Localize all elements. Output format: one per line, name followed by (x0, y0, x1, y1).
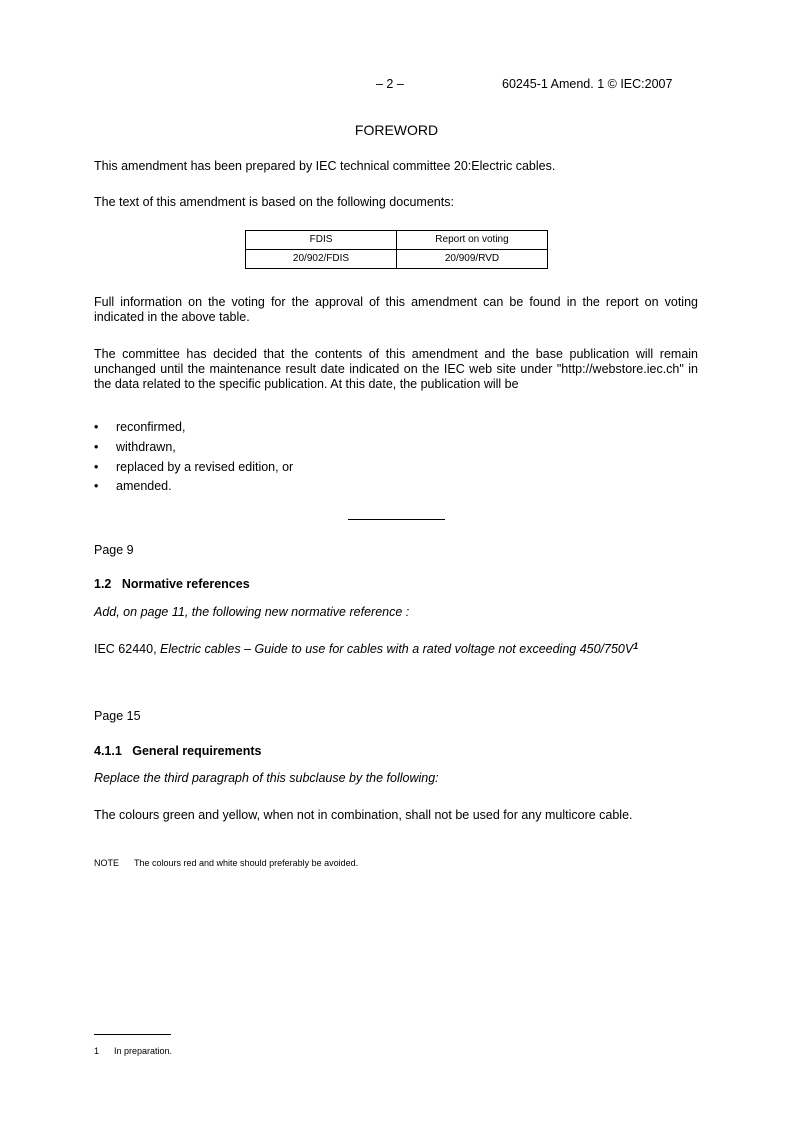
table-header-fdis: FDIS (246, 231, 397, 250)
section-heading-1-2 (94, 577, 250, 592)
bullet-icon: • (94, 460, 99, 474)
bullet-icon: • (94, 420, 99, 434)
footnote (94, 1046, 172, 1057)
based-on-paragraph: The text of this amendment is based on the following documents: (94, 195, 454, 209)
list-item-text: replaced by a revised edition, or (116, 460, 294, 474)
footnote-reference[interactable]: 1 (633, 641, 639, 651)
reference-number: IEC 62440, (94, 642, 161, 656)
replace-instruction: Replace the third paragraph of this subclause by the following: (94, 771, 439, 785)
normative-reference-entry (94, 642, 698, 657)
page-number: – 2 – (376, 77, 404, 91)
page-title: FOREWORD (354, 122, 439, 138)
list-item-text: withdrawn, (116, 440, 176, 454)
section-title: General requirements (132, 744, 262, 758)
voting-documents-table (245, 230, 548, 269)
document-reference: 60245-1 Amend. 1 © IEC:2007 (502, 77, 673, 91)
footnote-separator (94, 1034, 171, 1035)
list-item-text: amended. (116, 479, 172, 493)
page-9-label: Page 9 (94, 543, 134, 557)
section-divider (348, 519, 445, 520)
table-header-report-on-voting: Report on voting (397, 231, 548, 250)
section-number: 1.2 (94, 577, 112, 591)
note-label: NOTE (94, 858, 120, 868)
intro-paragraph: This amendment has been prepared by IEC technical committee 20:Electric cables. (94, 159, 556, 173)
full-information-paragraph: Full information on the voting for the approval of this amendment can be found in the report on voting indicated in the above table. (94, 295, 698, 324)
section-title: Normative references (121, 577, 250, 591)
table-cell-fdis: 20/902/FDIS (246, 250, 397, 269)
committee-paragraph: The committee has decided that the contents of this amendment and the base publication will remain unchanged until the maintenance result date indicated on the IEC web site under "http://webstore.iec.ch" in the data related to the specific publication. At this date, the publication will be (94, 347, 698, 391)
colours-paragraph: The colours green and yellow, when not in combination, shall not be used for any multicore cable. (94, 808, 633, 822)
bullet-icon: • (94, 479, 99, 493)
page-15-label: Page 15 (94, 709, 141, 723)
table-header-row (246, 231, 548, 250)
footnote-number: 1 (94, 1046, 100, 1056)
section-heading-4-1-1 (94, 744, 261, 759)
reference-title: Electric cables – Guide to use for cables with a rated voltage not exceeding 450/750V (160, 642, 634, 656)
add-reference-instruction: Add, on page 11, the following new normative reference : (94, 605, 410, 619)
footnote-text: In preparation. (114, 1046, 173, 1056)
section-number: 4.1.1 (94, 744, 122, 758)
bullet-icon: • (94, 440, 99, 454)
table-cell-rvd: 20/909/RVD (397, 250, 548, 269)
note-text: The colours red and white should preferably be avoided. (134, 858, 359, 868)
table-row (246, 250, 548, 269)
note (94, 858, 358, 869)
list-item-text: reconfirmed, (116, 420, 186, 434)
